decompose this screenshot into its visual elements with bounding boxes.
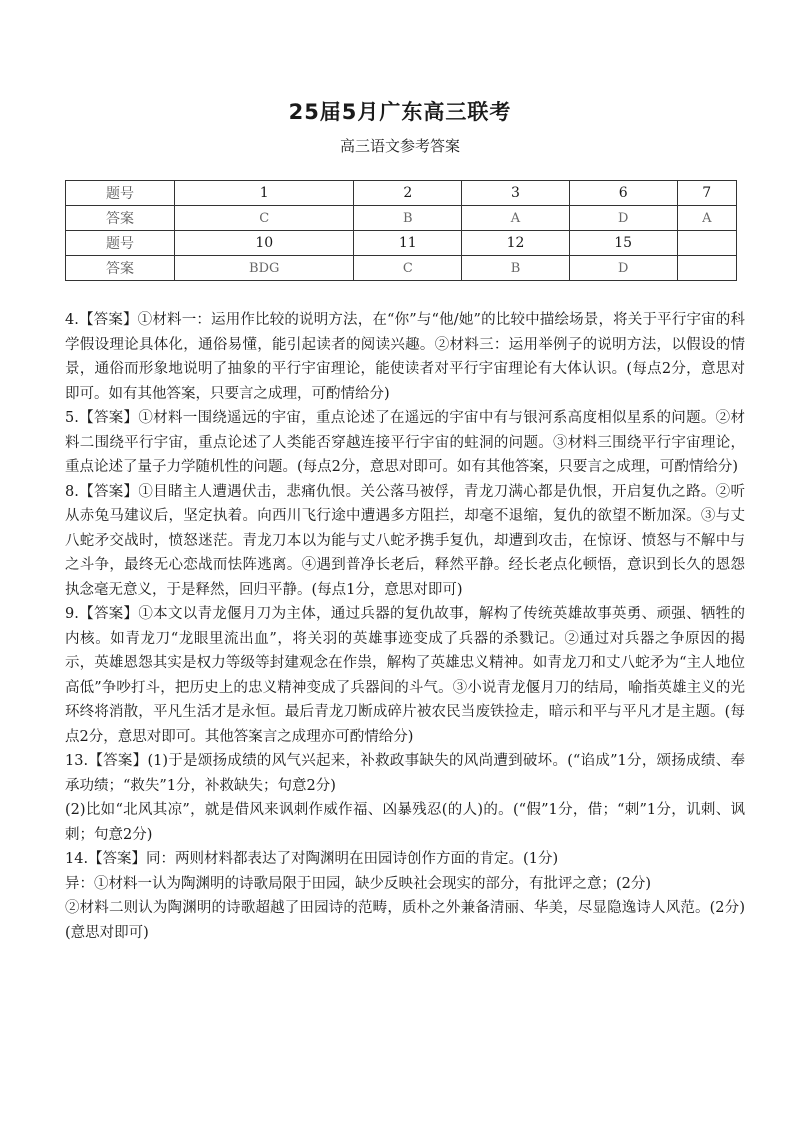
answer-q14-same: 14.【答案】同：两则材料都表达了对陶渊明在田园诗创作方面的肯定。(1分) [65, 851, 559, 867]
table-cell: D [569, 256, 677, 281]
page-subtitle: 高三语文参考答案 [339, 137, 460, 155]
answer-table [65, 180, 737, 281]
table-row-header: 题号 [66, 181, 175, 206]
answer-q4: 4.【答案】①材料一：运用作比较的说明方法，在“你”与“他/她”的比较中描绘场景，将关于平行宇宙的科学假设理论具体化，通俗易懂，能引起读者的阅读兴趣。②材料三：运用举例子的说明方法，以假设的情景，通俗而形象地说明了抽象的平行宇宙理论，能使读者对平行宇宙理论有大体认识。(每点2分，意思对即可。如有其他答案，只要言之成理，可酌情给分) [65, 312, 745, 402]
table-cell: A [677, 206, 736, 231]
table-cell: B [354, 206, 462, 231]
page-title: 25届5月广东高三联考 [288, 100, 512, 124]
table-cell: 6 [569, 181, 677, 206]
answer-q9: 9.【答案】①本文以青龙偃月刀为主体，通过兵器的复仇故事，解构了传统英雄故事英勇、顽强、牺牲的内核。如青龙刀“龙眼里流出血”，将关羽的英雄事迹变成了兵器的杀戮记。②通过对兵器之争原因的揭示，英雄恩怨其实是权力等级等封建观念在作祟，解构了英雄忠义精神。如青龙刀和丈八蛇矛为“主人地位高低”争吵打斗，把历史上的忠义精神变成了兵器间的斗气。③小说青龙偃月刀的结局，喻指英雄主义的光环终将消散，平凡生活才是永恒。最后青龙刀断成碎片被农民当废铁捡走，暗示和平与平凡才是主题。(每点2分，意思对即可。其他答案言之成理亦可酌情给分) [65, 606, 745, 745]
table-cell: C [354, 256, 462, 281]
table-row-header: 答案 [66, 206, 175, 231]
table-cell: B [462, 256, 570, 281]
table-row-header: 答案 [66, 256, 175, 281]
table-cell: 12 [462, 231, 570, 256]
answer-q5: 5.【答案】①材料一围绕遥远的宇宙，重点论述了在遥远的宇宙中有与银河系高度相似星系的问题。②材料二围绕平行宇宙，重点论述了人类能否穿越连接平行宇宙的蛀洞的问题。③材料三围绕平行宇宙理论，重点论述了量子力学随机性的问题。(每点2分，意思对即可。如有其他答案，只要言之成理，可酌情给分) [65, 410, 745, 475]
table-cell: 11 [354, 231, 462, 256]
answer-body [65, 308, 745, 945]
table-cell: A [462, 206, 570, 231]
answer-q13-part2: (2)比如“北风其凉”，就是借风来讽刺作威作福、凶暴残忍(的人)的。(“假”1分，借；“刺”1分，讥刺、讽刺；句意2分) [65, 802, 745, 843]
table-cell [677, 256, 736, 281]
table-cell: 15 [569, 231, 677, 256]
table-row-question-numbers [66, 181, 737, 206]
table-cell: 3 [462, 181, 570, 206]
table-cell: BDG [175, 256, 354, 281]
table-cell: 1 [175, 181, 354, 206]
answer-q14-diff-2: ②材料二则认为陶渊明的诗歌超越了田园诗的范畴，质朴之外兼备清丽、华美，尽显隐逸诗人风范。(2分)(意思对即可) [65, 900, 745, 941]
table-cell: C [175, 206, 354, 231]
answer-q8: 8.【答案】①目睹主人遭遇伏击，悲痛仇恨。关公落马被俘，青龙刀满心都是仇恨，开启复仇之路。②听从赤兔马建议后，坚定执着。向西川飞行途中遭遇多方阻拦，却毫不退缩，复仇的欲望不断加深。③与丈八蛇矛交战时，愤怒迷茫。青龙刀本以为能与丈八蛇矛携手复仇，却遭到攻击，在惊讶、愤怒与不解中与之斗争，最终无心恋战而怯阵逃离。④遇到普净长老后，释然平静。经长老点化顿悟，意识到长久的恩怨执念毫无意义，于是释然，回归平静。(每点1分，意思对即可) [65, 483, 745, 598]
table-row-answers [66, 256, 737, 281]
table-cell: D [569, 206, 677, 231]
table-row-header: 题号 [66, 231, 175, 256]
table-cell: 2 [354, 181, 462, 206]
table-row-question-numbers [66, 231, 737, 256]
table-cell: 7 [677, 181, 736, 206]
table-row-answers [66, 206, 737, 231]
answer-q13-part1: 13.【答案】(1)于是颂扬成绩的风气兴起来，补救政事缺失的风尚遭到破坏。(“谄成”1分，颂扬成绩、奉承功绩；“救失”1分，补救缺失；句意2分) [65, 753, 745, 794]
table-cell [677, 231, 736, 256]
table-cell: 10 [175, 231, 354, 256]
answer-q14-diff-1: 异：①材料一认为陶渊明的诗歌局限于田园，缺少反映社会现实的部分，有批评之意；(2分) [65, 875, 652, 892]
